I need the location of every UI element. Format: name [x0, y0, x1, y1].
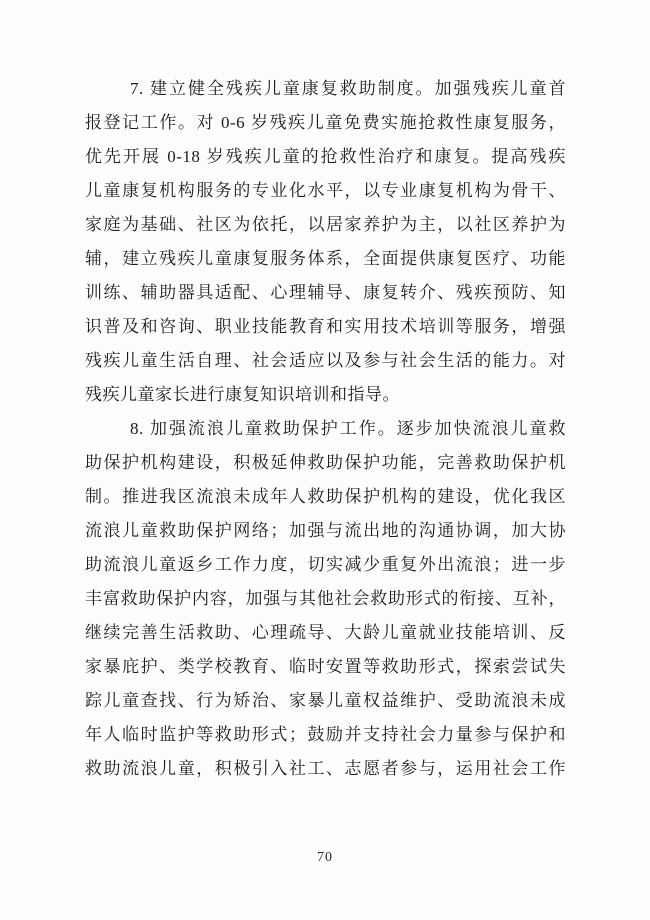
paragraph-item-8 — [85, 412, 566, 786]
text-line: 优先开展 0-18 岁残疾儿童的抢救性治疗和康复。提高残疾 — [85, 147, 566, 166]
text-line: 流浪儿童救助保护网络；加强与流出地的沟通协调，加大协 — [85, 521, 566, 540]
text-line: 辅，建立残疾儿童康复服务体系，全面提供康复医疗、功能 — [85, 249, 566, 268]
page-number: 70 — [317, 850, 333, 865]
text-line: 踪儿童查找、行为矫治、家暴儿童权益维护、受助流浪未成 — [85, 691, 566, 710]
text-line: 助保护机构建设，积极延伸救助保护功能，完善救助保护机 — [85, 453, 566, 472]
paragraph-item-7 — [85, 72, 566, 412]
text-line: 训练、辅助器具适配、心理辅导、康复转介、残疾预防、知 — [85, 283, 566, 302]
text-line: 年人临时监护等救助形式；鼓励并支持社会力量参与保护和 — [85, 725, 566, 744]
text-line: 继续完善生活救助、心理疏导、大龄儿童就业技能培训、反 — [85, 623, 566, 642]
body-text — [85, 72, 566, 786]
text-line: 儿童康复机构服务的专业化水平，以专业康复机构为骨干、 — [85, 181, 566, 200]
text-line: 识普及和咨询、职业技能教育和实用技术培训等服务，增强 — [85, 317, 566, 336]
text-line: 丰富救助保护内容，加强与其他社会救助形式的衔接、互补， — [85, 589, 566, 608]
text-line: 残疾儿童生活自理、社会适应以及参与社会生活的能力。对 — [85, 351, 566, 370]
text-line: 助流浪儿童返乡工作力度，切实减少重复外出流浪；进一步 — [85, 555, 566, 574]
text-line: 7. 建立健全残疾儿童康复救助制度。加强残疾儿童首 — [130, 79, 566, 98]
text-line: 救助流浪儿童，积极引入社工、志愿者参与，运用社会工作 — [85, 759, 566, 778]
text-line: 家庭为基础、社区为依托，以居家养护为主，以社区养护为 — [85, 215, 566, 234]
text-line: 制。推进我区流浪未成年人救助保护机构的建设，优化我区 — [85, 487, 566, 506]
text-line: 8. 加强流浪儿童救助保护工作。逐步加快流浪儿童救 — [130, 419, 566, 438]
text-line: 家暴庇护、类学校教育、临时安置等救助形式，探索尝试失 — [85, 657, 566, 676]
text-line: 报登记工作。对 0-6 岁残疾儿童免费实施抢救性康复服务， — [85, 113, 566, 132]
text-line: 残疾儿童家长进行康复知识培训和指导。 — [85, 385, 400, 404]
